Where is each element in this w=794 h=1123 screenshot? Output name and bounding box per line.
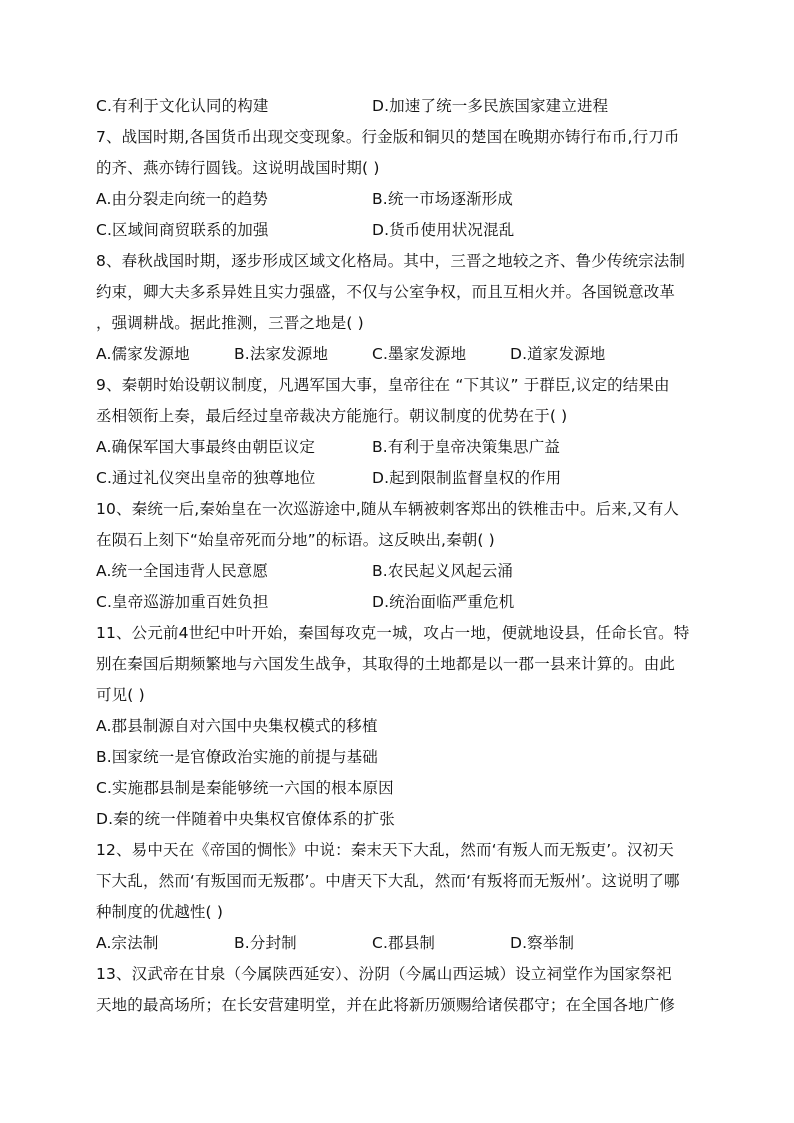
q11-stem-line-2: 别在秦国后期频繁地与六国发生战争，其取得的土地都是以一郡一县来计算的。由此 — [96, 655, 676, 673]
q12-option-a: A.宗法制 — [96, 934, 159, 952]
q8-option-b: B.法家发源地 — [234, 345, 329, 363]
q11-option-d: D.秦的统一伴随着中央集权官僚体系的扩张 — [96, 810, 395, 828]
q10-stem-line-1: 10、秦统一后,秦始皇在一次巡游途中,随从车辆被刺客郑出的铁椎击中。后来,又有人 — [96, 500, 680, 518]
q8-option-d: D.道家发源地 — [510, 345, 606, 363]
q8-stem-line-3: ，强调耕战。据此推测，三晋之地是( ) — [96, 314, 364, 332]
q8-option-a: A.儒家发源地 — [96, 345, 190, 363]
q12-stem-line-2: 下大乱，然而‘有叛国而无叛郡’。中唐天下大乱，然而‘有叛将而无叛州’。这说明了哪 — [96, 872, 680, 890]
q8-stem-line-2: 约束，卿大夫多系异姓且实力强盛，不仅与公室争权，而且互相火并。各国锐意改革 — [96, 283, 676, 301]
q7-stem-line-1: 7、战国时期,各国货币出现交变现象。行金版和铜贝的楚国在晚期亦铸行布币,行刀币 — [96, 128, 680, 146]
q11-option-b: B.国家统一是官僚政治实施的前提与基础 — [96, 748, 378, 766]
q7-option-c: C.区域间商贸联系的加强 — [96, 221, 269, 239]
q6-option-d: D.加速了统一多民族国家建立进程 — [372, 97, 609, 115]
q13-stem-line-2: 天地的最高场所；在长安营建明堂，并在此将新历颁赐给诸侯郡守；在全国各地广修 — [96, 996, 676, 1014]
q11-option-c: C.实施郡县制是秦能够统一六国的根本原因 — [96, 779, 394, 797]
q13-stem-line-1: 13、汉武帝在甘泉（今属陕西延安）、汾阴（今属山西运城）设立祠堂作为国家祭祀 — [96, 965, 672, 983]
q9-option-c: C.通过礼仪突出皇帝的独尊地位 — [96, 469, 316, 487]
q9-option-a: A.确保军国大事最终由朝臣议定 — [96, 438, 316, 456]
q10-option-b: B.农民起义风起云涌 — [372, 562, 514, 580]
q11-stem-line-3: 可见( ) — [96, 686, 145, 704]
q9-stem-line-1: 9、秦朝时始设朝议制度，凡遇军国大事，皇帝往在 “下其议” 于群臣,议定的结果由 — [96, 376, 670, 394]
q12-option-b: B.分封制 — [234, 934, 297, 952]
q7-stem-line-2: 的齐、燕亦铸行圆钱。这说明战国时期( ) — [96, 159, 380, 177]
q9-option-b: B.有利于皇帝决策集思广益 — [372, 438, 561, 456]
q7-option-a: A.由分裂走向统一的趋势 — [96, 190, 269, 208]
q7-option-d: D.货币使用状况混乱 — [372, 221, 515, 239]
q10-option-a: A.统一全国违背人民意愿 — [96, 562, 269, 580]
q7-option-b: B.统一市场逐渐形成 — [372, 190, 514, 208]
q10-option-c: C.皇帝巡游加重百姓负担 — [96, 593, 269, 611]
q11-option-a: A.郡县制源自对六国中央集权模式的移植 — [96, 717, 378, 735]
q12-option-d: D.察举制 — [510, 934, 575, 952]
q8-option-c: C.墨家发源地 — [372, 345, 467, 363]
q9-stem-line-2: 丞相领衔上奏，最后经过皇帝裁决方能施行。朝议制度的优势在于( ) — [96, 407, 568, 425]
q12-stem-line-3: 种制度的优越性( ) — [96, 903, 224, 921]
q9-option-d: D.起到限制监督皇权的作用 — [372, 469, 562, 487]
q10-option-d: D.统治面临严重危机 — [372, 593, 515, 611]
q6-option-c: C.有利于文化认同的构建 — [96, 97, 269, 115]
q12-option-c: C.郡县制 — [372, 934, 435, 952]
q8-stem-line-1: 8、春秋战国时期，逐步形成区域文化格局。其中，三晋之地较之齐、鲁少传统宗法制 — [96, 252, 686, 270]
q10-stem-line-2: 在陨石上刻下“始皇帝死而分地”的标语。这反映出,秦朝( ) — [96, 531, 495, 549]
q12-stem-line-1: 12、易中天在《帝国的惆怅》中说：秦末天下大乱，然而‘有叛人而无叛吏’。汉初天 — [96, 841, 674, 859]
q11-stem-line-1: 11、公元前4世纪中叶开始，秦国每攻克一城，攻占一地，便就地设县，任命长官。特 — [96, 624, 690, 642]
